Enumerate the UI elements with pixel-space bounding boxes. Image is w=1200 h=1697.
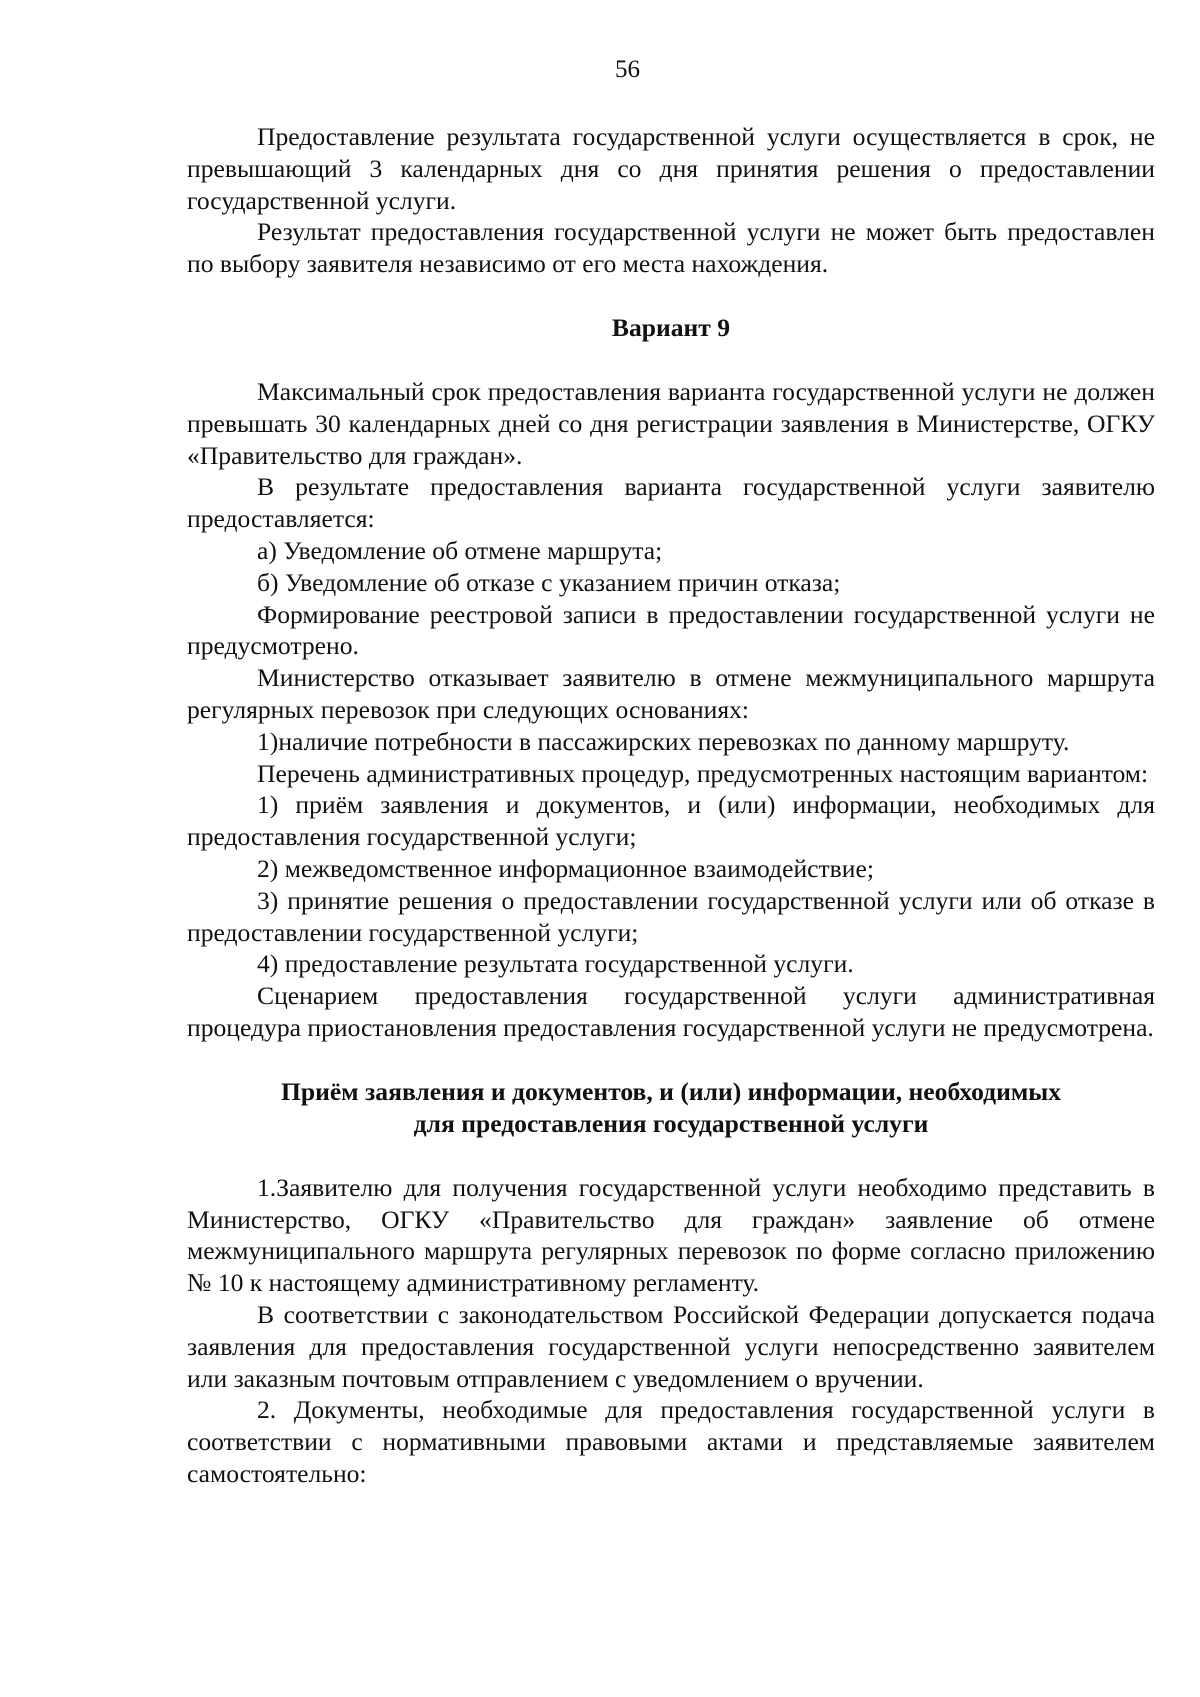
- list-item: б) Уведомление об отказе с указанием причин отказа;: [257, 567, 841, 597]
- paragraph: 1.Заявителю для получения государственной услуги необходимо представить в Министерство, ОГКУ «Правительство для граждан» заявление об отмене межмуниципального маршрута регулярных перевозок по форме согласно приложению № 10 к настоящему административному регламенту.: [187, 1172, 1155, 1298]
- section-heading-line: для предоставления государственной услуги: [413, 1108, 929, 1138]
- list-item: 4) предоставление результата государственной услуги.: [257, 949, 854, 979]
- paragraph: Результат предоставления государственной услуги не может быть предоставлен по выбору заявителя независимо от его места нахождения.: [187, 217, 1155, 279]
- spacer: [187, 280, 1155, 312]
- paragraph: Предоставление результата государственной услуги осуществляется в срок, не превышающий 3 календарных дня со дня принятия решения о предоставлении государственной услуги.: [187, 122, 1155, 215]
- spacer: [187, 1140, 1155, 1172]
- list-item: 3) принятие решения о предоставлении государственной услуги или об отказе в предоставлении государственной услуги;: [187, 885, 1155, 947]
- paragraph: Перечень административных процедур, предусмотренных настоящим вариантом:: [257, 758, 1149, 788]
- section-heading-procedure: [187, 1076, 1155, 1140]
- list-item: а) Уведомление об отмене маршрута;: [257, 535, 663, 565]
- list-item: 1)наличие потребности в пассажирских перевозках по данному маршруту.: [257, 726, 1070, 756]
- paragraph: Сценарием предоставления государственной услуги административная процедура приостановления предоставления государственной услуги не предусмотрена.: [187, 981, 1155, 1042]
- page-content: [187, 121, 1155, 1490]
- spacer: [187, 344, 1155, 376]
- section-heading-line: Приём заявления и документов, и (или) информации, необходимых: [280, 1076, 1062, 1106]
- paragraph: В результате предоставления варианта государственной услуги заявителю предоставляется:: [187, 472, 1155, 534]
- paragraph: Максимальный срок предоставления варианта государственной услуги не должен превышать 30 календарных дней со дня регистрации заявления в Министерстве, ОГКУ «Правительство для граждан».: [187, 376, 1155, 470]
- paragraph: В соответствии с законодательством Российской Федерации допускается подача заявления для предоставления государственной услуги непосредственно заявителем или заказным почтовым отправлением с уведомлением о вручении.: [187, 1299, 1155, 1393]
- section-heading-variant: Вариант 9: [611, 312, 731, 342]
- paragraph: 2. Документы, необходимые для предоставления государственной услуги в соответствии с нормативными правовыми актами и представляемые заявителем самостоятельно:: [187, 1395, 1155, 1488]
- spacer: [187, 1044, 1155, 1076]
- page-number: 56: [615, 56, 640, 83]
- list-item: 1) приём заявления и документов, и (или) информации, необходимых для предоставления государственной услуги;: [187, 790, 1155, 852]
- list-item: 2) межведомственное информационное взаимодействие;: [257, 853, 874, 883]
- paragraph: Формирование реестровой записи в предоставлении государственной услуги не предусмотрено.: [187, 599, 1155, 661]
- paragraph: Министерство отказывает заявителю в отмене межмуниципального маршрута регулярных перевозок при следующих основаниях:: [187, 663, 1155, 724]
